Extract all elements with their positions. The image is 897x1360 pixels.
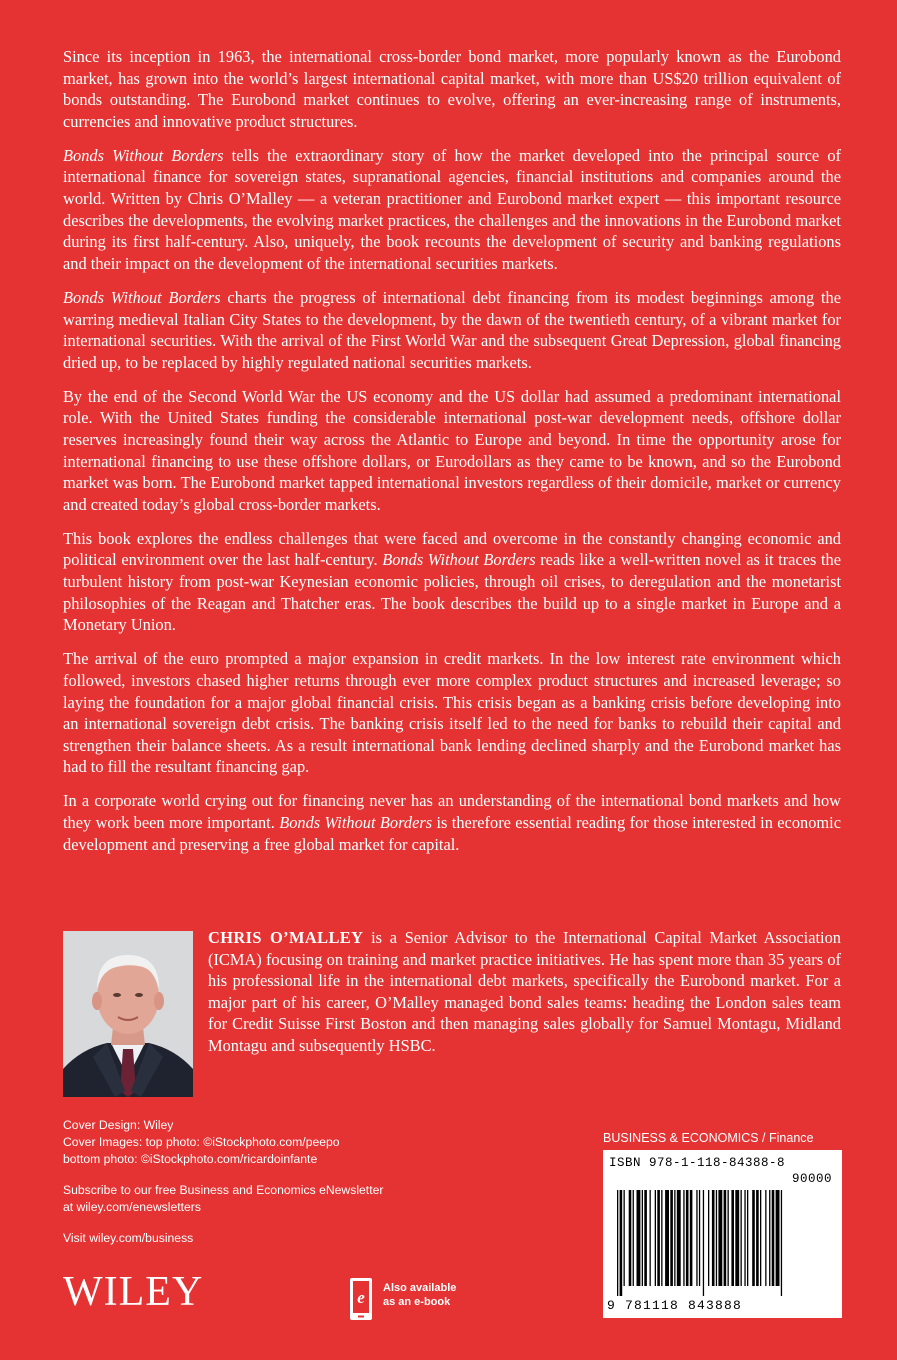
price-code: 90000 [791,1172,832,1186]
barcode-bar [650,1190,651,1286]
ebook-text: Also available as an e-book [383,1282,457,1308]
book-title-italic: Bonds Without Borders [382,550,536,570]
ebook-availability [349,1277,509,1321]
barcode-bar [781,1190,782,1296]
newsletter-line-1: Subscribe to our free Business and Economics eNewsletter [63,1183,384,1197]
barcode-bar [752,1190,755,1286]
barcode-bars [609,1190,836,1296]
author-bio: CHRIS O’MALLEY is a Senior Advisor to the International Capital Market Association (ICMA) focusing on training and market practice initiatives. He has spent more than 35 years of his professional life in the international debt markets, specifically the Eurobond market. For a major part of his career, O’Malley managed bond sales teams: heading the London sales team for Credit Suisse First Boston and then managing sales globally for Samuel Montagu, Midland Montagu and subsequently HSBC. [208,928,841,1055]
wiley-logo: WILEY [63,1269,204,1315]
barcode-bar [747,1190,748,1286]
barcode-bar [765,1190,766,1286]
barcode-bar [633,1190,634,1286]
visit-website: Visit wiley.com/business [63,1231,194,1245]
author-name: CHRIS O’MALLEY [208,928,364,947]
blurb-paragraph: Since its inception in 1963, the international cross-border bond market, more popularly known as the Eurobond market, has grown into the world’s largest international capital market, with more than US$20 trillion equivalent of bonds outstanding. The Eurobond market continues to evolve, offering an ever-increasing range of instruments, currencies and innovative product structures. [63,47,841,131]
blurb-paragraph: By the end of the Second World War the US economy and the US dollar had assumed a predominant international role. With the United States funding the considerable international post-war development needs, offshore dollar reserves increasingly found their way across the Atlantic to Europe and beyond. In time the opportunity arose for international financing to use these offshore dollars, or Eurodollars as they came to be known, and so the Eurobond market was born. The Eurobond market tapped international investors regardless of their domicile, market or currency and created today’s global cross-border markets. [63,386,841,514]
barcode-bar [728,1190,729,1286]
barcode-bar [677,1190,681,1286]
barcode-bar [769,1190,770,1286]
barcode-bar [760,1190,761,1286]
cover-images-credit-top: Cover Images: top photo: ©iStockphoto.com/peepo [63,1135,340,1149]
barcode-bar [712,1190,715,1286]
barcode-bar [718,1190,722,1286]
blurb-paragraph: The arrival of the euro prompted a major expansion in credit markets. In the low interest rate environment which followed, investors chased higher returns through ever more complex product structures and increased leverage; so laying the foundation for a major global financial crisis. This crisis began as a banking crisis before developing into an international sovereign debt crisis. The banking crisis itself led to the need for banks to rebuild their capital and strengthen their balance sheets. As a result international bank lending declined sharply and the Eurobond market has had to fill the resultant financing gap. [63,649,841,777]
barcode-bar [642,1190,643,1286]
barcode-bar [690,1190,693,1286]
barcode-bar [665,1190,669,1286]
blurb-paragraph: In a corporate world crying out for financing never has an understanding of the international bond markets and how they work been more important. Bonds Without Borders is therefore essential reading for those interested in economic development and preserving a free global market for capital. [63,791,841,854]
barcode-bar [708,1190,709,1286]
back-cover-blurb [63,46,841,868]
author-photo [63,931,193,1097]
svg-text:e: e [357,1288,365,1307]
barcode-bar [731,1190,734,1286]
barcode-bar [772,1190,775,1286]
barcode-bar [617,1190,618,1296]
blurb-paragraph: This book explores the endless challenges that were faced and overcome in the constantly changing economic and political environment over the last half-century. Bonds Without Borders reads like a well-written novel as it traces the turbulent history from post-war Keynesian economic policies, through oil crises, to deregulation and the monetarist philosophies of the Reagan and Thatcher eras. The book describes the build up to a single market in Europe and a Monetary Union. [63,528,842,635]
barcode-bar [716,1190,717,1286]
blurb-paragraph: Bonds Without Borders tells the extraordinary story of how the market developed into the principal source of international finance for sovereign states, supranational agencies, financial institutions and companies around the world. Written by Chris O’Malley — a veteran practitioner and Eurobond market expert — this important resource describes the developments, the evolving market practices, the challenges and the innovations in the Eurobond market during its first half-century. Also, uniquely, the book recounts the development of security and banking regulations and their impact on the development of the international securities markets. [63,145,841,273]
cover-images-credit-bottom: bottom photo: ©iStockphoto.com/ricardoinfante [63,1152,318,1166]
isbn-label: ISBN 978-1-118-84388-8 [609,1156,786,1170]
barcode-bar [696,1190,697,1286]
book-title-italic: Bonds Without Borders [63,145,224,165]
barcode-bar [674,1190,675,1286]
barcode-bar [756,1190,759,1286]
barcode-bar [670,1190,673,1286]
book-title-italic: Bonds Without Borders [279,813,433,832]
cover-credits [63,1117,483,1247]
cover-design-credit: Cover Design: Wiley [63,1118,174,1132]
ebook-icon [349,1277,373,1321]
author-section [63,927,841,1097]
barcode-bar [637,1190,641,1286]
barcode-bar [661,1190,662,1286]
barcode-bar [776,1190,780,1286]
barcode-bar [744,1190,745,1286]
newsletter-line-2: at wiley.com/enewsletters [63,1200,201,1214]
barcode-bar [686,1190,689,1286]
barcode-bar [657,1190,660,1286]
barcode-bar [629,1190,632,1286]
barcode-bar [624,1190,625,1286]
barcode-bar [703,1190,704,1296]
barcode-bar [724,1190,727,1286]
barcode-bar [655,1190,656,1286]
barcode-bar [620,1190,623,1296]
barcode-bar [683,1190,684,1286]
barcode-digits: 9 781118 843888 [607,1298,743,1313]
book-title-italic: Bonds Without Borders [63,287,221,307]
barcode-bar [741,1190,742,1286]
barcode-bar [735,1190,739,1286]
blurb-paragraph: Bonds Without Borders charts the progress of international debt financing from its modest beginnings among the warring medieval Italian City States to the development, by the dawn of the twentieth century, of a vibrant market for international securities. With the arrival of the First World War and the subsequent Great Depression, global financing dried up, to be replaced by highly regulated national securities markets. [63,287,841,372]
bisac-category: BUSINESS & ECONOMICS / Finance [603,1131,814,1145]
barcode-bar [699,1190,700,1286]
author-portrait-illustration [63,931,193,1097]
barcode-bar [644,1190,647,1286]
isbn-barcode-box [603,1150,842,1318]
